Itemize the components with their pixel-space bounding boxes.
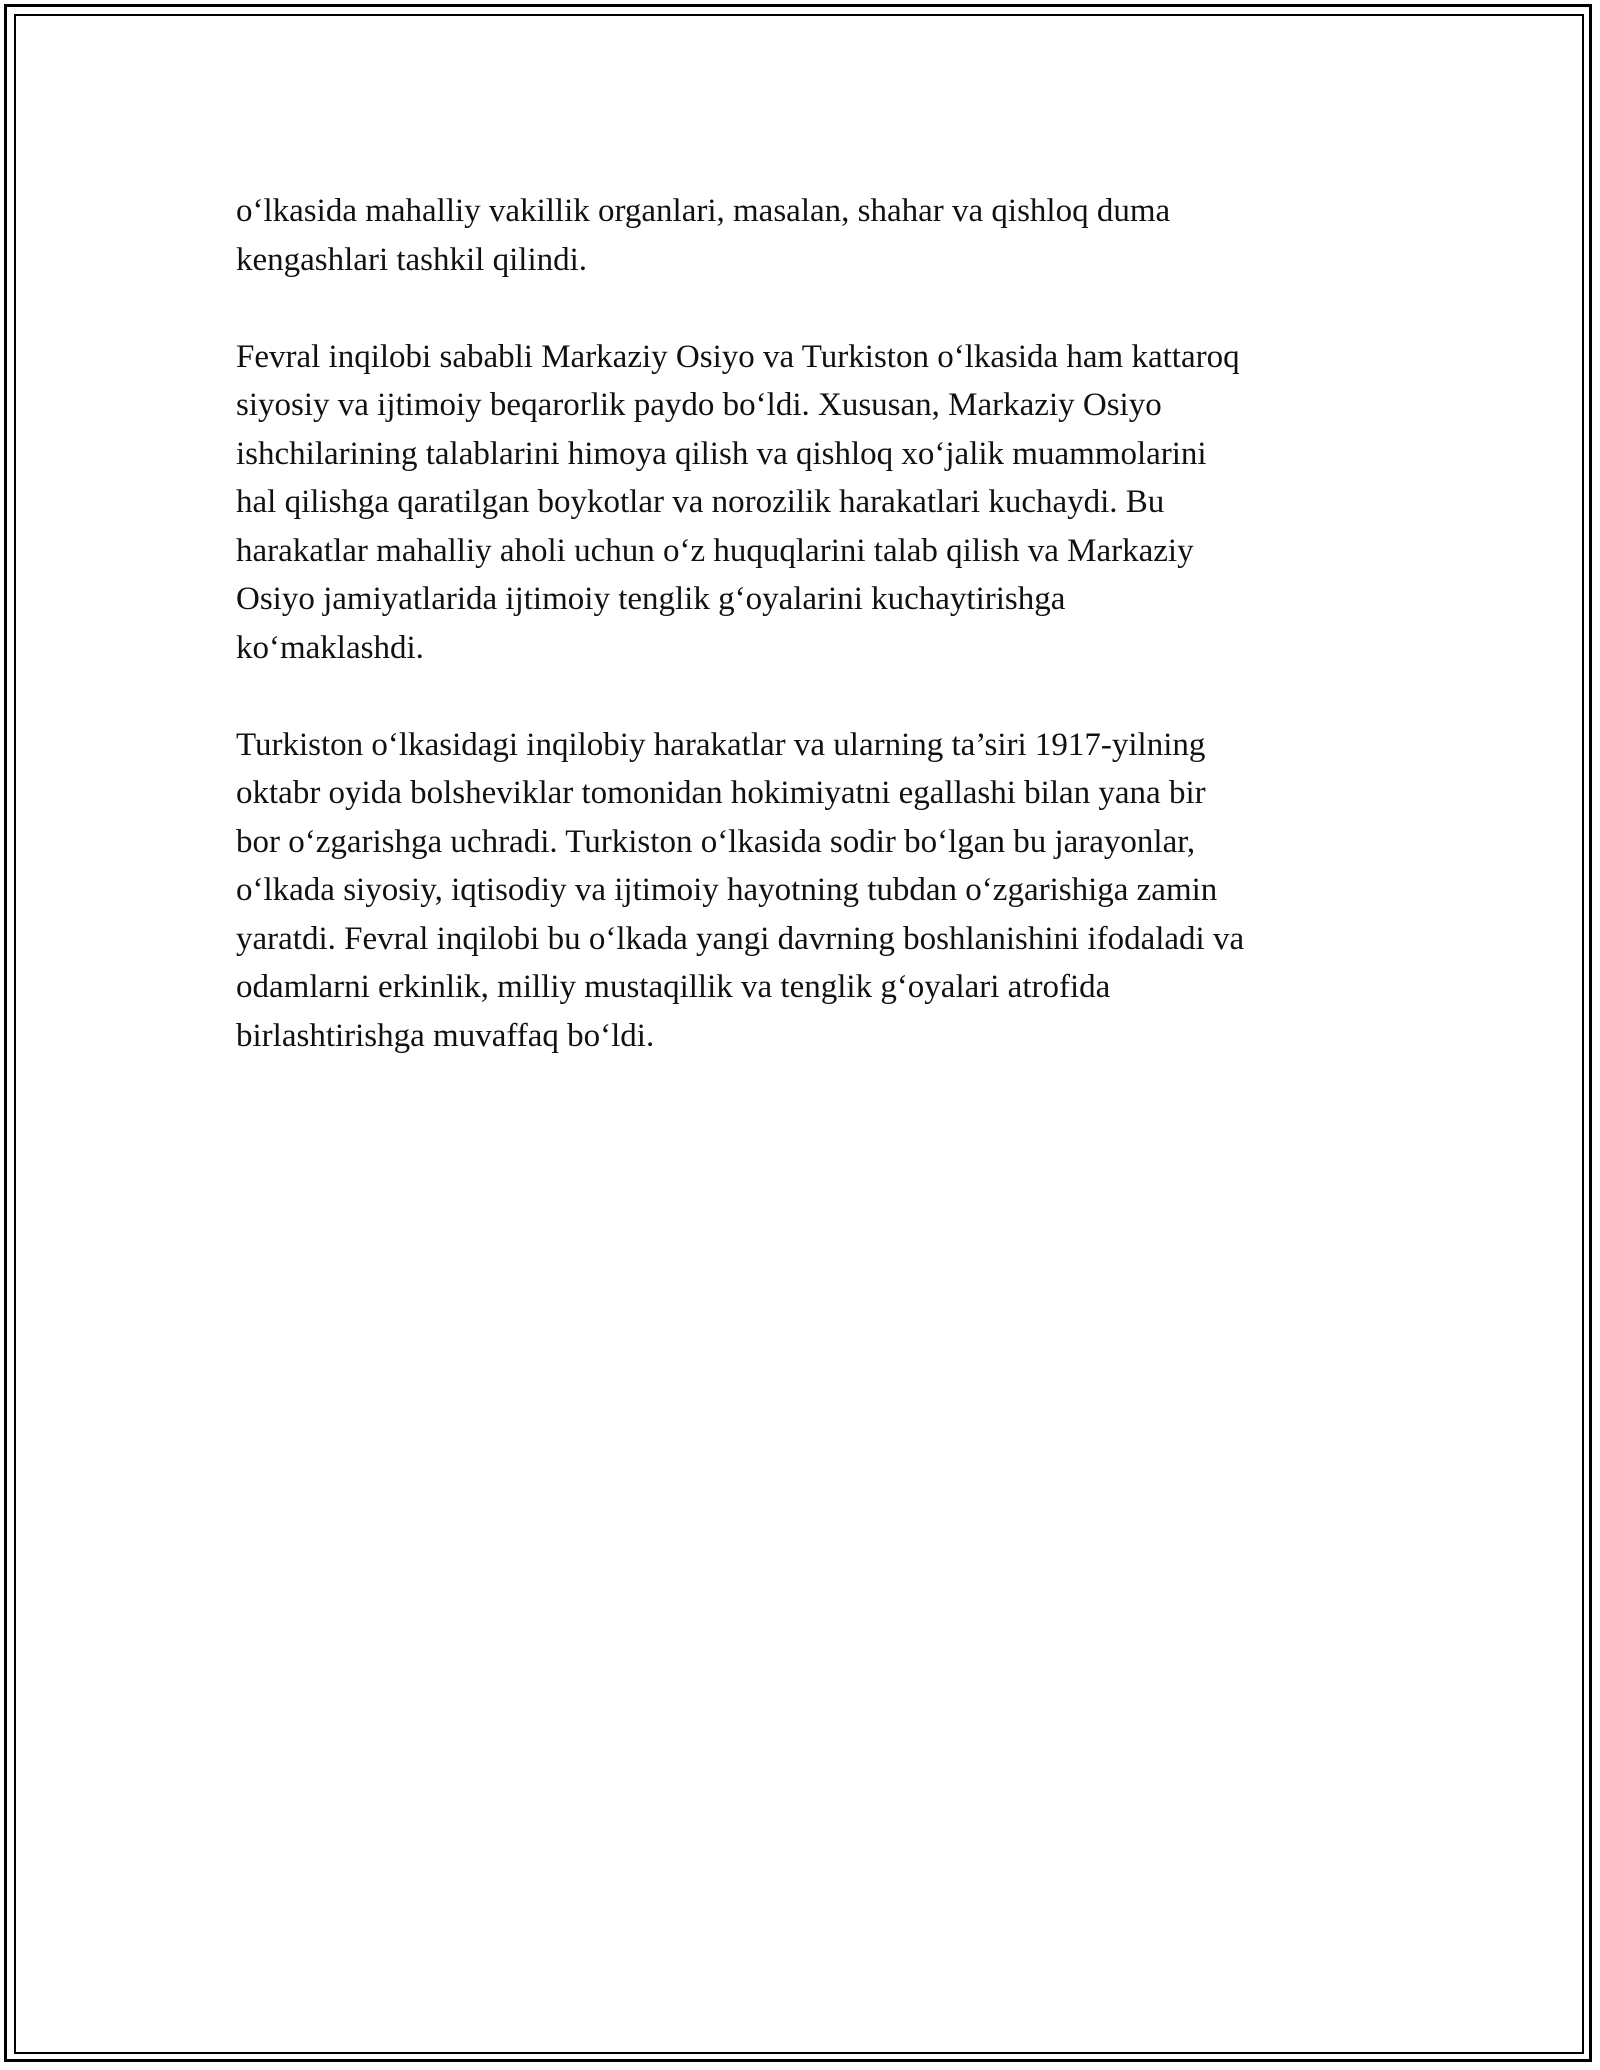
paragraph-1: o‘lkasida mahalliy vakillik organlari, masalan, shahar va qishloq duma kengashlari tashkil qilindi. <box>236 193 1171 278</box>
paragraph-2: Fevral inqilobi sababli Markaziy Osiyo va Turkiston o‘lkasida ham kattaroq siyosiy va ijtimoiy beqarorlik paydo bo‘ldi. Xususan, Markaziy Osiyo ishchilarining talablarini himoya qilish va qishloq xo‘jalik muammolarini hal qilishga qaratilgan boykotlar va norozilik harakatlari kuchaydi. Bu harakatlar mahalliy aholi uchun o‘z huquqlarini talab qilish va Markaziy Osiyo jamiyatlarida ijtimoiy tenglik g‘oyalarini kuchaytirishga ko‘maklashdi. <box>236 338 1240 666</box>
document-body <box>236 187 1396 1109</box>
paragraph-3: Turkiston o‘lkasidagi inqilobiy harakatlar va ularning ta’siri 1917-yilning oktabr oyida bolsheviklar tomonidan hokimiyatni egallashi bilan yana bir bor o‘zgarishga uchradi. Turkiston o‘lkasida sodir bo‘lgan bu jarayonlar, o‘lkada siyosiy, iqtisodiy va ijtimoiy hayotning tubdan o‘zgarishiga zamin yaratdi. Fevral inqilobi bu o‘lkada yangi davrning boshlanishini ifodaladi va odamlarni erkinlik, milliy mustaqillik va tenglik g‘oyalari atrofida birlashtirishga muvaffaq bo‘ldi. <box>236 726 1245 1054</box>
